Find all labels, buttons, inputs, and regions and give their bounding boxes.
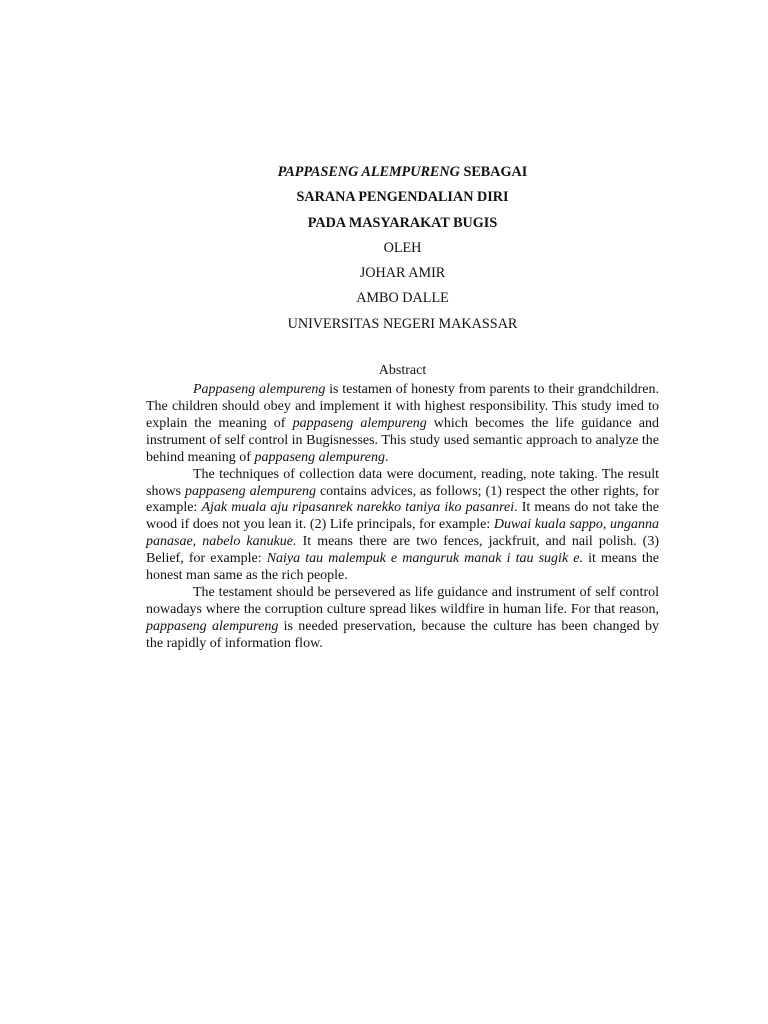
paragraph-text: The techniques of collection data were document, reading, note taking. The result shows — [146, 466, 659, 499]
italic-term: Duwai kuala sappo, unganna panasae, nabelo kanukue. — [146, 517, 660, 550]
paragraph-text: is needed preservation, because the culture has been changed by the rapidly of information flow. — [146, 618, 659, 651]
abstract-paragraph — [146, 467, 659, 585]
paragraph-text: It means there are two fences, jackfruit, and nail polish. (3) Belief, for example: — [146, 534, 659, 567]
document-page — [146, 160, 659, 653]
paragraph-text: . — [385, 449, 389, 465]
author-name: AMBO DALLE — [356, 290, 449, 307]
title-line-2: SARANA PENGENDALIAN DIRI — [296, 189, 509, 206]
italic-term: pappaseng alempureng — [184, 483, 316, 499]
title-line-3: PADA MASYARAKAT BUGIS — [307, 214, 498, 231]
abstract-paragraph — [146, 382, 659, 467]
author-name: JOHAR AMIR — [359, 265, 446, 282]
abstract-body — [146, 382, 659, 653]
abstract-heading: Abstract — [378, 363, 427, 379]
italic-term: pappaseng alempureng — [146, 618, 279, 634]
title-rest-part: SEBAGAI — [463, 164, 528, 180]
paragraph-text: it means the honest man same as the rich people. — [146, 551, 660, 584]
abstract-paragraph — [146, 585, 659, 653]
paragraph-text: The testament should be persevered as life guidance and instrument of self control nowadays where the corruption culture spread likes wildfire in human life. For that reason, — [146, 584, 659, 617]
italic-term: Ajak muala aju ripasanrek narekko taniya iko pasanrei — [201, 500, 515, 516]
italic-term: pappaseng alempureng — [292, 415, 427, 431]
italic-term: pappaseng alempureng — [254, 449, 386, 465]
paragraph-text: . It means do not take the wood if does not you lean it. (2) Life principals, for example: — [146, 500, 659, 533]
paragraph-text: contains advices, as follows; (1) respect the other rights, for example: — [146, 483, 659, 516]
by-label: OLEH — [383, 239, 422, 256]
title-block — [146, 160, 659, 337]
paragraph-text: which becomes the life guidance and instrument of self control in Bugisnesses. This study used semantic approach to analyze the behind meaning of — [146, 415, 659, 465]
title-line-1 — [146, 160, 659, 185]
italic-term: Naiya tau malempuk e manguruk manak i tau sugik e. — [266, 551, 583, 567]
title-italic-part: PAPPASENG ALEMPURENG — [277, 164, 460, 180]
italic-term: Pappaseng alempureng — [193, 382, 326, 398]
paragraph-text: is testamen of honesty from parents to their grandchildren. The children should obey and implement it with highest responsibility. This study imed to explain the meaning of — [146, 382, 659, 431]
affiliation: UNIVERSITAS NEGERI MAKASSAR — [287, 315, 518, 332]
